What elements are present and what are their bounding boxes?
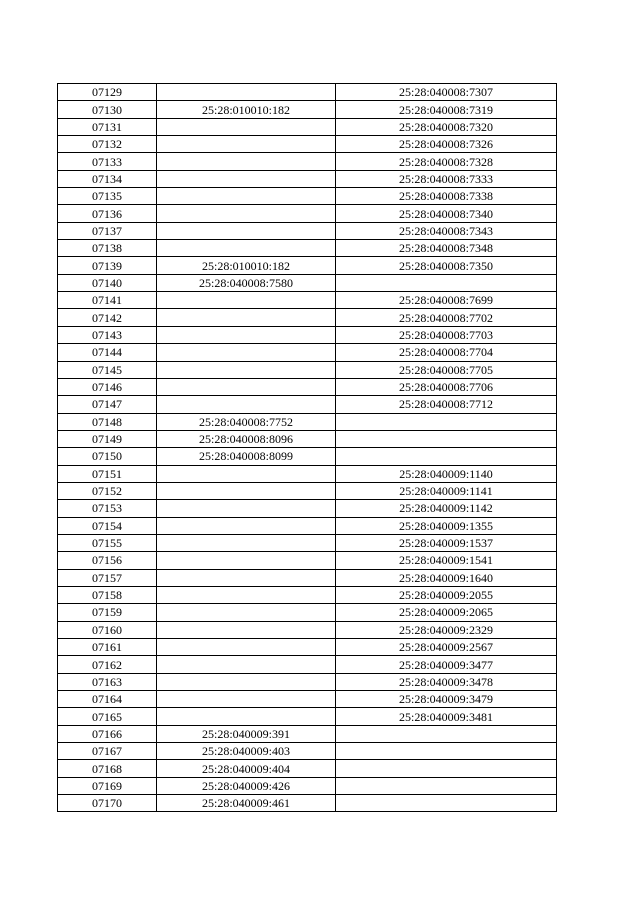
previous-cadastral-number-cell: 25:28:040008:7752 [157,413,336,430]
row-number-cell: 07131 [58,118,157,135]
cadastral-number-cell: 25:28:040008:7699 [336,292,557,309]
row-number-cell: 07154 [58,517,157,534]
row-number-cell: 07148 [58,413,157,430]
previous-cadastral-number-cell [157,465,336,482]
cadastral-number-cell: 25:28:040008:7307 [336,84,557,101]
table-row [58,118,557,135]
row-number-cell: 07163 [58,673,157,690]
row-number-cell: 07140 [58,274,157,291]
previous-cadastral-number-cell [157,534,336,551]
table-row [58,170,557,187]
table-row [58,482,557,499]
row-number-cell: 07153 [58,500,157,517]
previous-cadastral-number-cell: 25:28:040009:461 [157,795,336,812]
cadastral-number-cell: 25:28:040008:7703 [336,326,557,343]
row-number-cell: 07129 [58,84,157,101]
previous-cadastral-number-cell [157,482,336,499]
row-number-cell: 07141 [58,292,157,309]
cadastral-number-cell: 25:28:040009:1140 [336,465,557,482]
table-row [58,604,557,621]
row-number-cell: 07160 [58,621,157,638]
table-body [58,84,557,812]
previous-cadastral-number-cell: 25:28:040008:8099 [157,448,336,465]
row-number-cell: 07169 [58,777,157,794]
row-number-cell: 07152 [58,482,157,499]
row-number-cell: 07149 [58,430,157,447]
previous-cadastral-number-cell [157,552,336,569]
table-row [58,691,557,708]
table-row [58,586,557,603]
table-row [58,292,557,309]
previous-cadastral-number-cell [157,656,336,673]
table-row [58,257,557,274]
cadastral-number-cell: 25:28:040008:7340 [336,205,557,222]
table-row [58,205,557,222]
cadastral-number-cell: 25:28:040009:2065 [336,604,557,621]
cadastral-number-cell: 25:28:040009:1355 [336,517,557,534]
table-row [58,777,557,794]
row-number-cell: 07162 [58,656,157,673]
row-number-cell: 07164 [58,691,157,708]
table-row [58,222,557,239]
row-number-cell: 07135 [58,188,157,205]
cadastral-number-cell [336,760,557,777]
previous-cadastral-number-cell [157,517,336,534]
previous-cadastral-number-cell: 25:28:040009:403 [157,743,336,760]
cadastral-number-cell [336,430,557,447]
table-row [58,534,557,551]
previous-cadastral-number-cell [157,292,336,309]
cadastral-number-cell: 25:28:040008:7712 [336,396,557,413]
previous-cadastral-number-cell [157,240,336,257]
row-number-cell: 07138 [58,240,157,257]
cadastral-number-cell: 25:28:040009:1141 [336,482,557,499]
row-number-cell: 07136 [58,205,157,222]
row-number-cell: 07143 [58,326,157,343]
row-number-cell: 07142 [58,309,157,326]
row-number-cell: 07170 [58,795,157,812]
previous-cadastral-number-cell [157,170,336,187]
table-row [58,673,557,690]
row-number-cell: 07155 [58,534,157,551]
cadastral-number-cell: 25:28:040008:7328 [336,153,557,170]
cadastral-number-cell: 25:28:040009:3478 [336,673,557,690]
previous-cadastral-number-cell [157,309,336,326]
cadastral-number-cell: 25:28:040009:2567 [336,639,557,656]
cadastral-number-cell: 25:28:040009:3481 [336,708,557,725]
cadastral-number-table [57,83,557,812]
previous-cadastral-number-cell [157,344,336,361]
cadastral-number-cell [336,777,557,794]
table-row [58,153,557,170]
row-number-cell: 07134 [58,170,157,187]
table-row [58,326,557,343]
previous-cadastral-number-cell [157,708,336,725]
previous-cadastral-number-cell [157,639,336,656]
cadastral-number-cell: 25:28:040008:7704 [336,344,557,361]
cadastral-number-cell [336,274,557,291]
row-number-cell: 07146 [58,378,157,395]
cadastral-number-cell: 25:28:040008:7702 [336,309,557,326]
table-row [58,569,557,586]
table-row [58,621,557,638]
table-row [58,708,557,725]
table-row [58,240,557,257]
row-number-cell: 07157 [58,569,157,586]
table-row [58,344,557,361]
table-row [58,552,557,569]
row-number-cell: 07150 [58,448,157,465]
row-number-cell: 07139 [58,257,157,274]
table-row [58,639,557,656]
table-row [58,274,557,291]
table-row [58,430,557,447]
table-row [58,465,557,482]
cadastral-number-cell [336,448,557,465]
cadastral-number-cell: 25:28:040008:7320 [336,118,557,135]
previous-cadastral-number-cell [157,361,336,378]
table-row [58,413,557,430]
previous-cadastral-number-cell: 25:28:040009:404 [157,760,336,777]
row-number-cell: 07161 [58,639,157,656]
table-row [58,101,557,118]
cadastral-number-cell [336,795,557,812]
previous-cadastral-number-cell: 25:28:040009:426 [157,777,336,794]
table-row [58,656,557,673]
row-number-cell: 07151 [58,465,157,482]
cadastral-number-cell: 25:28:040008:7326 [336,136,557,153]
table-row [58,743,557,760]
table-row [58,396,557,413]
previous-cadastral-number-cell [157,378,336,395]
table-row [58,725,557,742]
cadastral-number-cell: 25:28:040008:7350 [336,257,557,274]
cadastral-number-cell: 25:28:040008:7343 [336,222,557,239]
row-number-cell: 07132 [58,136,157,153]
row-number-cell: 07165 [58,708,157,725]
previous-cadastral-number-cell [157,673,336,690]
table-row [58,309,557,326]
cadastral-number-cell: 25:28:040009:2329 [336,621,557,638]
table-row [58,361,557,378]
table-row [58,500,557,517]
previous-cadastral-number-cell [157,569,336,586]
previous-cadastral-number-cell: 25:28:040009:391 [157,725,336,742]
table-row [58,795,557,812]
table-row [58,760,557,777]
row-number-cell: 07144 [58,344,157,361]
row-number-cell: 07168 [58,760,157,777]
previous-cadastral-number-cell [157,604,336,621]
previous-cadastral-number-cell [157,153,336,170]
cadastral-number-cell: 25:28:040008:7319 [336,101,557,118]
previous-cadastral-number-cell: 25:28:010010:182 [157,101,336,118]
previous-cadastral-number-cell [157,84,336,101]
row-number-cell: 07133 [58,153,157,170]
cadastral-number-cell: 25:28:040009:3477 [336,656,557,673]
table-row [58,517,557,534]
table-row [58,378,557,395]
row-number-cell: 07130 [58,101,157,118]
previous-cadastral-number-cell [157,188,336,205]
table-row [58,136,557,153]
row-number-cell: 07145 [58,361,157,378]
previous-cadastral-number-cell [157,326,336,343]
previous-cadastral-number-cell [157,691,336,708]
row-number-cell: 07147 [58,396,157,413]
cadastral-number-cell: 25:28:040008:7348 [336,240,557,257]
cadastral-number-cell: 25:28:040008:7706 [336,378,557,395]
cadastral-number-cell: 25:28:040008:7338 [336,188,557,205]
previous-cadastral-number-cell: 25:28:040008:7580 [157,274,336,291]
previous-cadastral-number-cell [157,500,336,517]
table-row [58,188,557,205]
previous-cadastral-number-cell [157,205,336,222]
cadastral-number-cell: 25:28:040009:2055 [336,586,557,603]
row-number-cell: 07158 [58,586,157,603]
previous-cadastral-number-cell [157,136,336,153]
cadastral-number-cell: 25:28:040009:1541 [336,552,557,569]
cadastral-number-cell [336,413,557,430]
table-row [58,448,557,465]
row-number-cell: 07166 [58,725,157,742]
cadastral-number-cell: 25:28:040009:3479 [336,691,557,708]
previous-cadastral-number-cell [157,396,336,413]
previous-cadastral-number-cell: 25:28:010010:182 [157,257,336,274]
previous-cadastral-number-cell [157,621,336,638]
cadastral-number-cell: 25:28:040009:1640 [336,569,557,586]
previous-cadastral-number-cell [157,222,336,239]
cadastral-number-cell: 25:28:040008:7705 [336,361,557,378]
previous-cadastral-number-cell: 25:28:040008:8096 [157,430,336,447]
row-number-cell: 07156 [58,552,157,569]
table-row [58,84,557,101]
cadastral-number-cell [336,743,557,760]
cadastral-number-cell: 25:28:040008:7333 [336,170,557,187]
row-number-cell: 07167 [58,743,157,760]
cadastral-number-cell: 25:28:040009:1537 [336,534,557,551]
row-number-cell: 07159 [58,604,157,621]
cadastral-number-cell: 25:28:040009:1142 [336,500,557,517]
previous-cadastral-number-cell [157,586,336,603]
previous-cadastral-number-cell [157,118,336,135]
cadastral-number-cell [336,725,557,742]
row-number-cell: 07137 [58,222,157,239]
